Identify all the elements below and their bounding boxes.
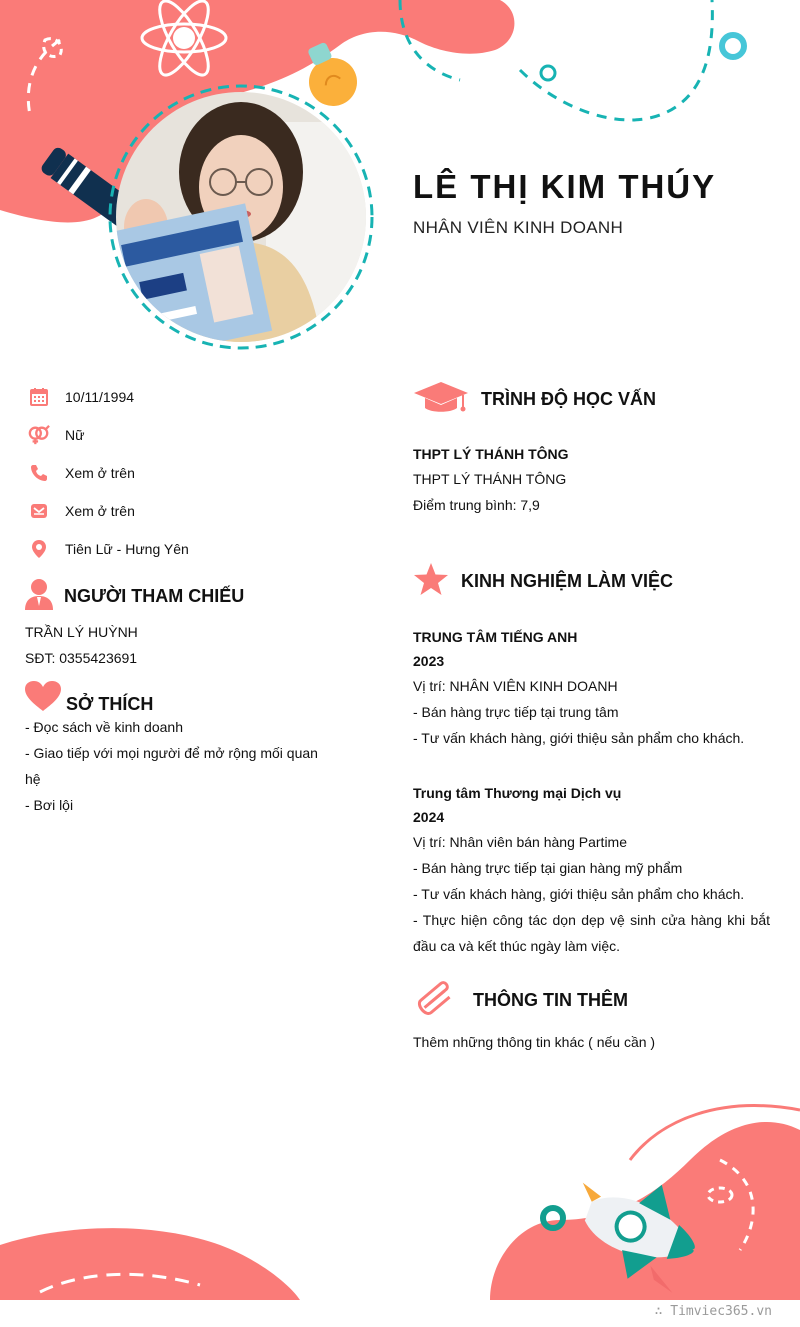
hobbies-title: SỞ THÍCH [66, 694, 154, 714]
extra-text: Thêm những thông tin khác ( nếu cần ) [413, 1034, 656, 1050]
email-value: Xem ở trên [65, 503, 135, 519]
reference-phone: SĐT: 0355423691 [25, 650, 138, 666]
job-position: Vị trí: NHÂN VIÊN KINH DOANH [413, 678, 618, 694]
paperclip-icon [413, 978, 459, 1023]
hobby-item: - Đọc sách về kinh doanh [25, 719, 183, 735]
candidate-name: LÊ THỊ KIM THÚY [413, 168, 717, 205]
job-company: TRUNG TÂM TIẾNG ANH [413, 629, 578, 645]
avatar-photo [116, 92, 366, 342]
contact-gender [28, 423, 358, 447]
top-right-teal-dash [520, 0, 712, 120]
heart-icon [24, 680, 62, 717]
extra-title: THÔNG TIN THÊM [473, 990, 628, 1010]
job-duty: - Tư vấn khách hàng, giới thiệu sản phẩm cho khách. [413, 730, 745, 746]
watermark: ∴ Timviec365.vn [654, 1304, 772, 1319]
birthday-value: 10/11/1994 [65, 389, 135, 405]
hobby-item: - Giao tiếp với mọi người để mở rộng mối quan hệ [25, 745, 318, 787]
extra-heading [413, 978, 628, 1023]
education-detail: THPT LÝ THÁNH TÔNG [413, 471, 567, 487]
job-title: NHÂN VIÊN KINH DOANH [413, 218, 624, 237]
education-school: THPT LÝ THÁNH TÔNG [413, 446, 569, 462]
gender-value: Nữ [65, 427, 85, 443]
hobby-item: - Bơi lội [25, 797, 74, 813]
job-year: 2023 [413, 653, 445, 669]
contact-address [28, 537, 358, 561]
email-icon [28, 500, 50, 522]
experience-title: KINH NGHIỆM LÀM VIỆC [461, 571, 674, 591]
experience-heading [413, 562, 673, 601]
phone-icon [28, 462, 50, 484]
contact-phone [28, 461, 358, 485]
avatar [116, 92, 366, 342]
job-year: 2024 [413, 809, 445, 825]
reference-name: TRẦN LÝ HUỲNH [25, 624, 138, 640]
person-icon [24, 578, 54, 615]
reference-title: NGƯỜI THAM CHIẾU [64, 586, 245, 606]
job-duty: - Thực hiện công tác dọn dẹp vệ sinh cửa hàng khi bắt đầu ca và kết thúc ngày làm việc. [413, 912, 770, 954]
graduation-cap-icon [413, 380, 469, 419]
education-title: TRÌNH ĐỘ HỌC VẤN [481, 389, 656, 409]
location-pin-icon [28, 538, 50, 560]
job-duty: - Tư vấn khách hàng, giới thiệu sản phẩm cho khách. [413, 886, 745, 902]
job-company: Trung tâm Thương mại Dịch vụ [413, 785, 622, 801]
phone-value: Xem ở trên [65, 465, 135, 481]
job-duty: - Bán hàng trực tiếp tại gian hàng mỹ phẩm [413, 860, 683, 876]
star-icon [413, 562, 449, 601]
hobbies-list [25, 714, 325, 818]
job-duty: - Bán hàng trực tiếp tại trung tâm [413, 704, 619, 720]
contact-birthday [28, 385, 358, 409]
job-position: Vị trí: Nhân viên bán hàng Partime [413, 834, 628, 850]
address-value: Tiên Lữ - Hưng Yên [65, 541, 189, 557]
reference-heading [24, 578, 244, 615]
education-gpa: Điểm trung bình: 7,9 [413, 497, 540, 513]
gender-icon [28, 424, 50, 446]
calendar-icon [28, 386, 50, 408]
education-heading [413, 380, 656, 419]
hobbies-heading [24, 680, 153, 717]
contact-email [28, 499, 358, 523]
